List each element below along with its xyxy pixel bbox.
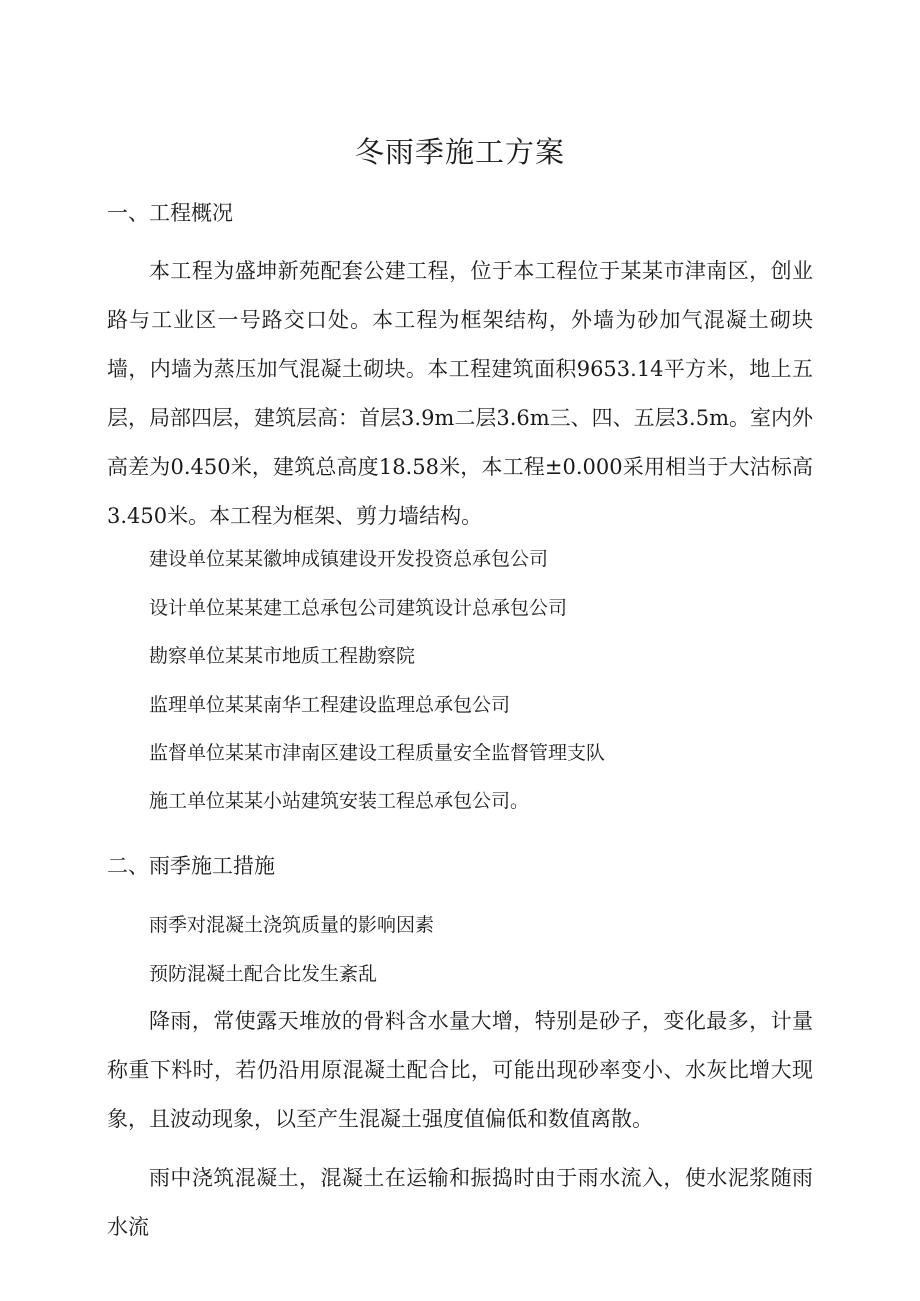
party-construction: 建设单位某某徽坤成镇建设开发投资总承包公司	[149, 548, 549, 570]
overview-paragraph: 本工程为盛坤新苑配套公建工程，位于本工程位于某某市津南区，创业路与工业区一号路交口处。本工程为框架结构，外墙为砂加气混凝土砌块墙，内墙为蒸压加气混凝土砌块。本工程建筑面积9653.14平方米，地上五层，局部四层，建筑层高：首层3.9m二层3.6m三、四、五层3.5m。室内外高差为0.450米，建筑总高度18.58米，本工程±0.000采用相当于大沽标高3.450米。本工程为框架、剪力墙结构。	[107, 259, 813, 528]
party-survey: 勘察单位某某市地质工程勘察院	[149, 645, 416, 667]
subheading-rain-effects: 雨季对混凝土浇筑质量的影响因素	[149, 914, 435, 936]
party-design: 设计单位某某建工总承包公司建筑设计总承包公司	[149, 597, 568, 619]
section-heading-overview: 一、工程概况	[107, 201, 233, 225]
document-title: 冬雨季施工方案	[354, 135, 565, 169]
rain-paragraph-1: 降雨，常使露天堆放的骨料含水量大增，特别是砂子，变化最多，计量称重下料时，若仍沿用原混凝土配合比，可能出现砂率变小、水灰比增大现象，且波动现象，以至产生混凝土强度值偏低和数值离散。	[107, 1009, 813, 1131]
party-oversight: 监督单位某某市津南区建设工程质量安全监督管理支队	[149, 742, 606, 764]
subheading-mix-ratio: 预防混凝土配合比发生紊乱	[149, 963, 378, 985]
section-heading-rain: 二、雨季施工措施	[107, 854, 275, 878]
party-contractor: 施工单位某某小站建筑安装工程总承包公司。	[149, 790, 530, 812]
party-supervision: 监理单位某某南华工程建设监理总承包公司	[149, 694, 511, 716]
rain-paragraph-2: 雨中浇筑混凝土，混凝土在运输和振捣时由于雨水流入，使水泥浆随雨水流	[107, 1166, 813, 1239]
